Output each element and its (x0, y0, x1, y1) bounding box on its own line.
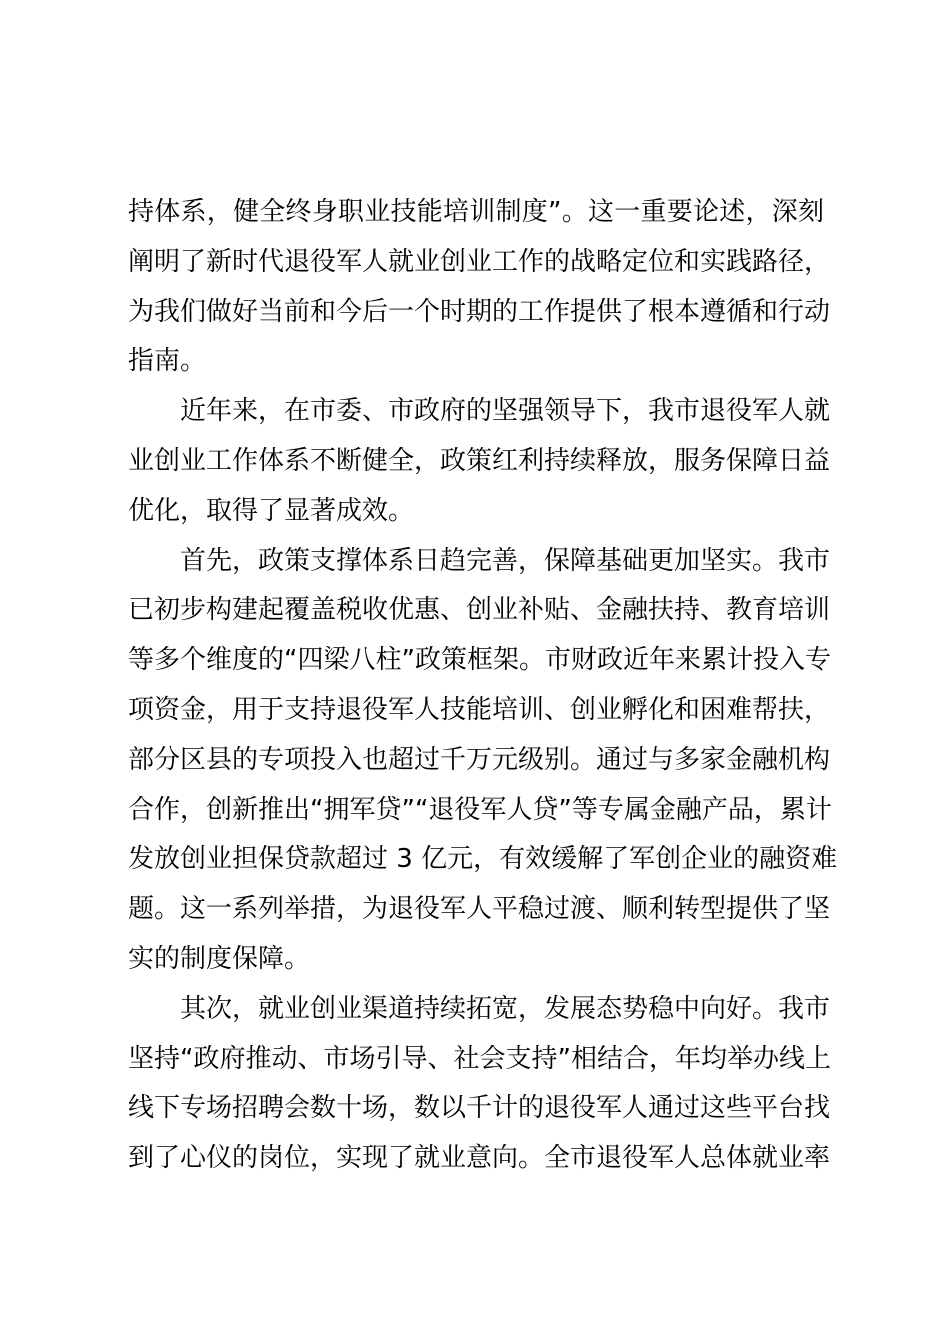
text-line: 坚持“政府推动、市场引导、社会支持”相结合，年均举办线上 (128, 1043, 831, 1074)
text-line: 合作，创新推出“拥军贷”“退役军人贷”等专属金融产品，累计 (128, 794, 832, 825)
paragraph (128, 387, 831, 536)
text-line: 到了心仪的岗位，实现了就业意向。全市退役军人总体就业率 (128, 1143, 831, 1174)
text-line: 部分区县的专项投入也超过千万元级别。通过与多家金融机构 (128, 744, 831, 775)
text-line: 其次，就业创业渠道持续拓宽，发展态势稳中向好。我市 (180, 993, 831, 1024)
text-line: 线下专场招聘会数十场，数以千计的退役军人通过这些平台找 (128, 1093, 831, 1124)
text-line: 阐明了新时代退役军人就业创业工作的战略定位和实践路径， (128, 246, 831, 277)
text-line: 持体系，健全终身职业技能培训制度”。这一重要论述，深刻 (128, 197, 824, 227)
text-line: 优化，取得了显著成效。 (128, 495, 415, 526)
text-line: 为我们做好当前和今后一个时期的工作提供了根本遵循和行动 (128, 296, 831, 327)
paragraph (128, 985, 831, 1184)
text-line: 项资金，用于支持退役军人技能培训、创业孵化和困难帮扶， (128, 694, 831, 725)
text-line: 发放创业担保贷款超过 3 亿元，有效缓解了军创企业的融资难 (128, 844, 838, 875)
document-body (128, 188, 838, 1184)
text-line: 指南。 (128, 346, 207, 377)
paragraph (128, 188, 831, 387)
text-line: 实的制度保障。 (128, 943, 311, 974)
text-line: 首先，政策支撑体系日趋完善，保障基础更加坚实。我市 (180, 545, 831, 576)
text-line: 已初步构建起覆盖税收优惠、创业补贴、金融扶持、教育培训 (128, 595, 831, 626)
text-line: 等多个维度的“四梁八柱”政策框架。市财政近年来累计投入专 (128, 645, 831, 676)
paragraph (128, 537, 838, 985)
text-line: 题。这一系列举措，为退役军人平稳过渡、顺利转型提供了坚 (128, 894, 831, 925)
text-line: 业创业工作体系不断健全，政策红利持续释放，服务保障日益 (128, 445, 831, 476)
text-line: 近年来，在市委、市政府的坚强领导下，我市退役军人就 (180, 396, 831, 427)
